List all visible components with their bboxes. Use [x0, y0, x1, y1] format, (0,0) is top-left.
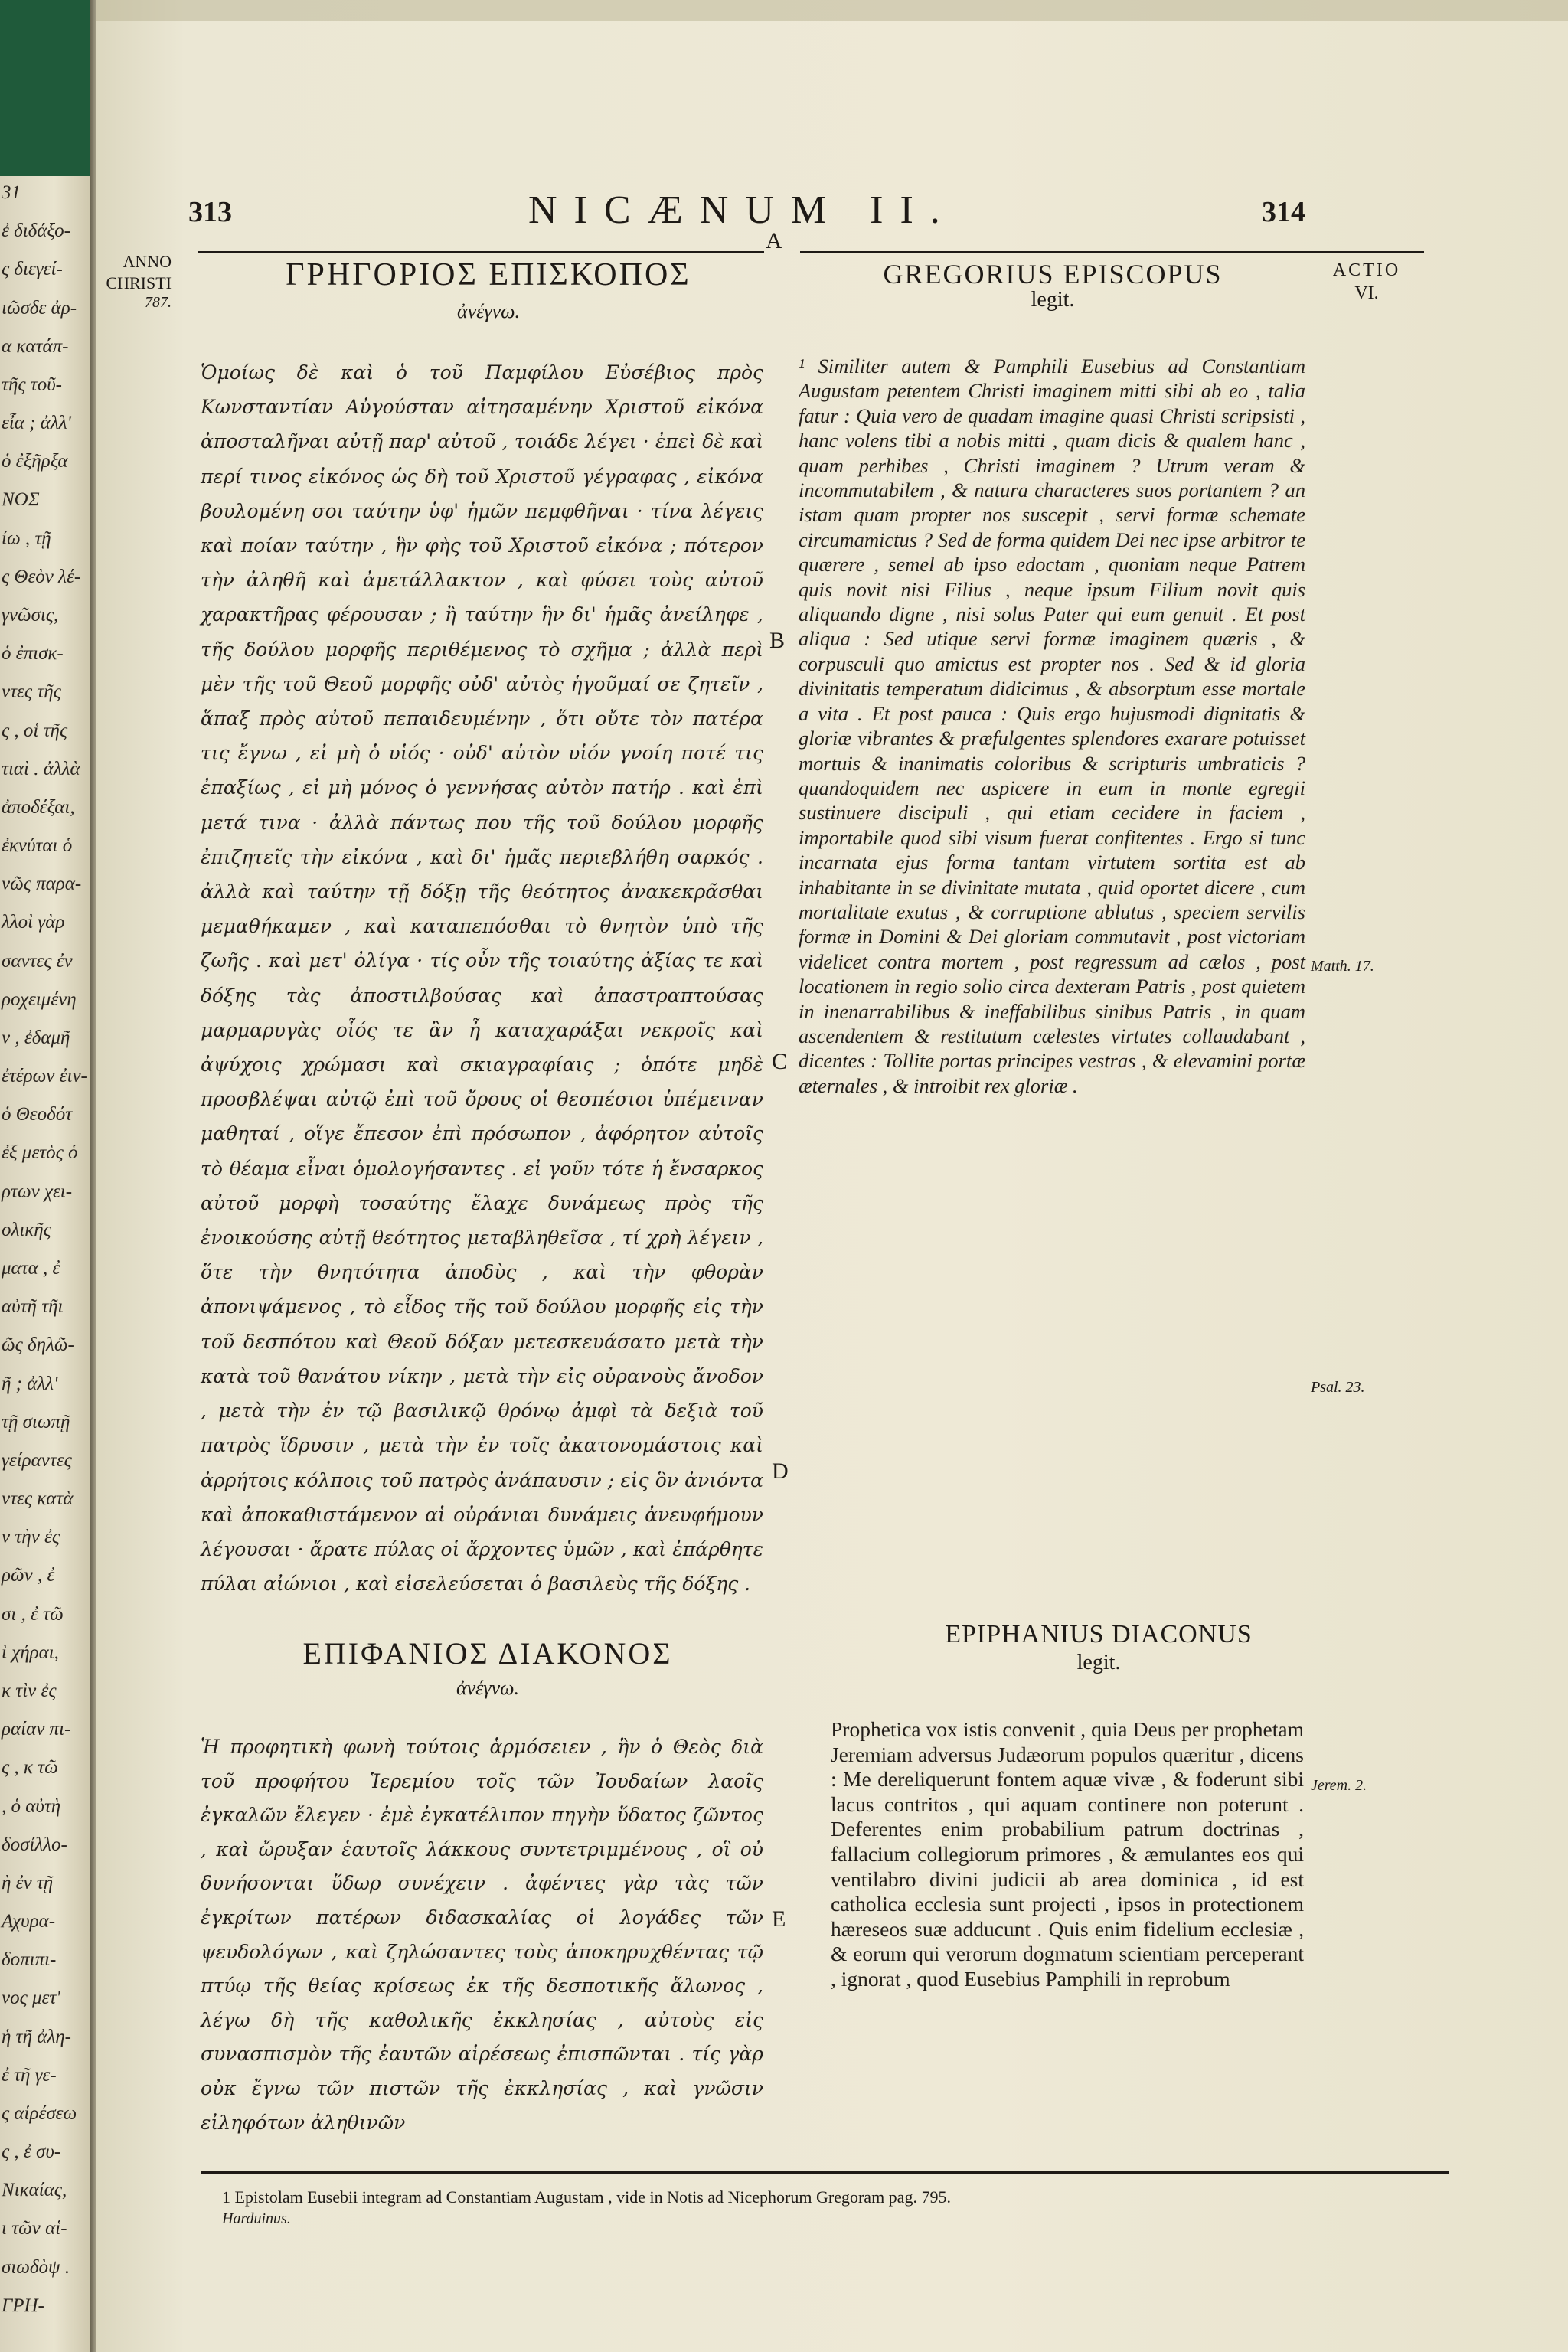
facing-page-line: ραίαν πι- — [2, 1719, 71, 1740]
latin-subheading-gregorius: legit. — [1031, 288, 1075, 312]
facing-page-line: ίω , τῇ — [2, 528, 51, 549]
facing-page-line: ματα , ἐ — [2, 1258, 60, 1279]
actio-marker — [1325, 259, 1409, 305]
facing-page-line: σιωδὸψ . — [2, 2256, 70, 2278]
facing-page-line: ἐκνύται ὁ — [2, 835, 73, 857]
facing-page-line: ς Θεὸν λέ- — [2, 566, 81, 587]
facing-page-line: Αχυρα- — [2, 1911, 56, 1932]
facing-page-line: ἐτέρων ἐιν- — [2, 1066, 87, 1087]
section-mark-c: C — [772, 1049, 788, 1074]
facing-page-line: σι , ἐ τῶ — [2, 1603, 64, 1625]
anno-label: ANNO — [122, 252, 172, 271]
facing-page-line: ι τῶν αἱ- — [2, 2218, 67, 2239]
facing-page-line: λλοὶ γὰρ — [2, 912, 65, 933]
latin-subheading-epiphanius: legit. — [1076, 1651, 1121, 1674]
christi-label: CHRISTI — [106, 273, 172, 292]
facing-page-line: δοπιπι- — [2, 1949, 57, 1971]
facing-page-line: τῆς τοῦ- — [2, 374, 62, 395]
facing-page-line: σαντες ἐν — [2, 950, 73, 972]
header-rule-right — [800, 251, 1424, 253]
facing-page-line: ΝΟΣ — [2, 489, 40, 511]
facing-page-line: ἐξ μετὸς ὁ — [2, 1142, 78, 1164]
anno-christi — [95, 251, 172, 312]
greek-subheading-epiphanius: ἀνέγνω. — [456, 1677, 520, 1699]
facing-page-line: νῶς παρα- — [2, 874, 82, 895]
page-number-right: 314 — [1262, 196, 1305, 228]
running-title: NICÆNUM II. — [528, 188, 957, 232]
greek-text-epiphanius: Ἡ προφητικὴ φωνὴ τούτοις ἁρμόσειεν , ἣν ὁ Θεὸς διὰ τοῦ προφήτου Ἱερεμίου τοῖς τῶν Ἰουδαίων λαοῖς ἐγκαλῶν ἔλεγεν · ἐμὲ ἐγκατέλιπον πηγὴν ὕδατος ζῶντος , καὶ ὤρυξαν ἑαυτοῖς λάκκους συντετριμμένους , οἳ οὐ δυνήσονται ὕδωρ συνέχειν . ἀφέντες γὰρ τὰς τῶν ἐγκρίτων πατέρων διδασκαλίας οἱ λογάδες τῶν ψευδολόγων , καὶ ζηλώσαντες τοὺς ἀποκηρυχθέντας τῷ πτύῳ τῆς θείας κρίσεως ἐκ τῆς δεσποτικῆς ἅλωνος , λέγω δὴ τῆς καθολικῆς ἐκκλησίας , αὐτοὺς εἰς συνασπισμὸν τῆς ἑαυτῶν αἱρέσεως ἐπισπῶνται . τίς γὰρ οὐκ ἔγνω τῶν πιστῶν τῆς ἐκκλησίας , καὶ γνῶσιν εἰληφότων ἀληθινῶν — [201, 1736, 763, 2134]
facing-page-line: ἐ διδάξο- — [2, 220, 70, 242]
facing-page-line: ἐ τῆ γε- — [2, 2064, 57, 2086]
footnote — [222, 2186, 1447, 2230]
greek-text-gregorius: Ὁμοίως δὲ καὶ ὁ τοῦ Παμφίλου Εὐσέβιος πρὸς Κωνσταντίαν Αὐγούσταν αἰτησαμένην Χριστοῦ εἰκόνα ἀποσταλῆναι αὐτῇ παρ' αὐτοῦ , τοιάδε λέγει · ἐπεὶ δὲ καὶ περί τινος εἰκόνος ὡς δὴ τοῦ Χριστοῦ γέγραφας , εἰκόνα βουλομένη σοι ταύτην ὑφ' ἡμῶν πεμφθῆναι · τίνα λέγεις καὶ ποίαν ταύτην , ἣν φὴς τοῦ Χριστοῦ εἰκόνα ; πότερον τὴν ἀληθῆ καὶ ἀμετάλλακτον , καὶ φύσει τοὺς αὐτοῦ χαρακτῆρας φέρουσαν ; ἢ ταύτην ἣν δι' ἡμᾶς ἀνείληφε , τῆς δούλου μορφῆς περιθέμενος τὸ σχῆμα ; ἀλλὰ περὶ μὲν τῆς τοῦ Θεοῦ μορφῆς οὐδ' αὐτὸς ἡγοῦμαί σε ζητεῖν , ἅπαξ πρὸς αὐτοῦ πεπαιδευμένην , ὅτι οὔτε τὸν πατέρα τις ἔγνω , εἰ μὴ ὁ υἱός · οὐδ' αὐτὸν υἱόν γνοίη ποτέ τις ἐπαξίως , εἰ μὴ μόνος ὁ γεννήσας αὐτὸν πατήρ . καὶ ἐπὶ μετά τινα · ἀλλὰ πάντως που τῆς τοῦ δούλου μορφῆς ἐπιζητεῖς τὴν εἰκόνα , καὶ δι' ἡμᾶς περιεβλήθη σαρκός . ἀλλὰ καὶ ταύτην τῇ δόξῃ τῆς θεότητος ἀνακεκρᾶσθαι μεμαθήκαμεν , καὶ καταπεπόσθαι τὸ θνητὸν ὑπὸ τῆς ζωῆς . καὶ μετ' ὀλίγα · τίς οὖν τῆς τοιαύτης ἀξίας τε καὶ δόξης τὰς ἀποστιλβούσας καὶ ἀπαστραπτούσας μαρμαρυγὰς οἷός τε ἂν ἦ καταχαράξαι νεκροῖς καὶ ἀψύχοις χρώμασι καὶ σκιαγραφίαις ; ὁπότε μηδὲ προσβλέψαι αὐτῷ ἐπὶ τοῦ ὄρους οἱ θεσπέσιοι ὑπέμειναν μαθηταί , οἵγε ἔπεσον ἐπὶ πρόσωπον , ἀφόρητον αὐτοῖς τὸ θέαμα εἶναι ὁμολογήσαντες . εἰ γοῦν τότε ἡ ἔνσαρκος αὐτοῦ μορφὴ τοσαύτης ἔλαχε δυνάμεως πρὸς τῆς ἐνοικούσης αὐτῇ θεότητος μεταβληθεῖσα , τί χρὴ λέγειν , ὅτε τὴν θνητότητα ἀποδὺς , καὶ τὴν φθορὰν ἀπονιψάμενος , τὸ εἶδος τῆς τοῦ δούλου μορφῆς εἰς τὴν τοῦ δεσπότου καὶ Θεοῦ δόξαν μετεσκευάσατο μετὰ τὴν κατὰ τοῦ θανάτου νίκην , μετὰ τὴν εἰς οὐρανοὺς ἄνοδον , μετὰ τὴν ἐν τῷ βασιλικῷ θρόνῳ ἀμφὶ τὰ δεξιὰ τοῦ πατρὸς ἵδρυσιν , μετὰ τὴν ἐν τοῖς ἀκατονομάστοις καὶ ἀρρήτοις κόλποις τοῦ πατρὸς ἀνάπαυσιν ; εἰς ὃν ἀνιόντα καὶ ἀποκαθιστάμενον αἱ οὐράνιαι δυνάμεις ἀνευφήμουν λέγουσαι · ἄρατε πύλας οἱ ἄρχοντες ὑμῶν , καὶ ἐπάρθητε πύλαι αἰώνιοι , καὶ εἰσελεύσεται ὁ βασιλεὺς τῆς δόξης . — [201, 361, 763, 1596]
latin-text-epiphanius: Prophetica vox istis convenit , quia Deus per prophetam Jeremiam adversus Judæorum populos quæritur , dicens : Me dereliquerunt fontem aquæ vivæ , & foderunt sibi lacus contritos , qui aquam continere non poterunt . Deferentes enim probabilium patrum doctrinas , fallacium collegiorum primores , & æmulantes eos qui ventilabro divini judicii ab area dominica , id est catholica ecclesia sunt projecti , ipsos in protectionem hæreseos suæ adducunt . Quis enim fidelium ecclesiæ , & eorum qui verorum dogmatum scientiam perceperant , ignorat , quod Eusebius Pamphili in reprobum — [831, 1717, 1304, 1991]
facing-page-line: γνῶσις, — [2, 604, 59, 626]
facing-page-line: ρτων χει- — [2, 1181, 73, 1202]
latin-heading-epiphanius: EPIPHANIUS DIACONUS — [945, 1620, 1253, 1648]
greek-subheading-gregorius: ἀνέγνω. — [456, 300, 521, 322]
facing-page-line: ς αἱρέσεω — [2, 2102, 77, 2124]
greek-heading-gregorius: ΓΡΗΓΟΡΙΟΣ ΕΠΙΣΚΟΠΟΣ — [286, 257, 691, 292]
facing-page-line: ν , ἐδαμῆ — [2, 1027, 70, 1048]
facing-page-line: Νικαίας, — [2, 2180, 67, 2201]
section-mark-d: D — [772, 1459, 789, 1484]
facing-page-line: ς διεγεί- — [2, 259, 63, 280]
facing-page-line: ιῶσδε ἀρ- — [2, 297, 77, 318]
facing-page-fragment — [0, 176, 90, 2352]
footnote-text: 1 Epistolam Eusebii integram ad Constantiam Augustam , vide in Notis ad Nicephorum Gregoram pag. 795. — [222, 2187, 951, 2207]
facing-page-line: αὐτῆ τῆι — [2, 1296, 64, 1318]
footnote-author: Harduinus. — [222, 2210, 291, 2227]
header-rule-left — [198, 251, 764, 253]
facing-page-line: τῇ σιωπῇ — [2, 1411, 70, 1432]
facing-page-line: εἶα ; ἀλλ' — [2, 413, 71, 434]
actio-label: ACTIO — [1332, 260, 1401, 280]
actio-number: VI. — [1354, 283, 1379, 303]
facing-page-line: 31 — [2, 182, 21, 203]
facing-page-line: κ τὶν ἐς — [2, 1680, 57, 1701]
facing-page-line: ὁ ἐπισκ- — [2, 643, 64, 665]
facing-page-line: ὶ χήραι, — [2, 1642, 59, 1663]
latin-text-gregorius: ¹ Similiter autem & Pamphili Eusebius ad Constantiam Augustam petentem Christi imaginem mitti sibi ab eo , talia fatur : Quia vero de quadam imagine quasi Christi scripsisti , hanc volens tibi a nobis mitti , quam dicis & qualem hanc , quam perhibes , Christi imaginem ? Utrum veram & incommutabilem , & natura characteres suos portantem ? an istam quam propter nos suscepit , servi formæ schemate circumamictus ? Sed de forma quidem Dei nec ipse arbitror te quærere , semel ab ipso edoctam , quoniam neque Patrem quis novit nisi Filius , neque ipsum Filium novit quis aliquando digne , nisi solus Pater qui eum genuit . Et post aliqua : Sed utique servi formæ imaginem quæris , & corpusculi quo amictus est propter nos . Sed & id gloria divinitatis temperatum didicimus , & absorptum esse mortale a vita . Et post pauca : Quis ergo hujusmodi dignitatis & gloriæ vibrantes & præfulgentes splendores exarare potuisset mortuis & inanimatis coloribus & scripturis umbraticis ? quandoquidem nec aspicere in eum in monte egregii sustinuere discipuli , qui etiam cecidere in faciem , importabile quod sibi visum fuerat confitentes . Ergo si tunc incarnata ejus forma tantam virtutem sortita est ab inhabitante in se divinitate mutata , quid oportet dicere , cum mortalitate exutus , & corruptione ablutus , speciem servilis formæ in Domini & Dei gloriam commutavit , post victoriam videlicet contra mortem , post regressum ad cælos , post locationem in regio solio circa dexteram Patris , post quietem in inenarrabilibus & ineffabilibus sinibus Patris , in quam ascendentem & restitutum cælestes virtutes collaudabant , dicentes : Tollite portas principes vestras , & elevamini portæ æternales , & introibit rex gloriæ . — [799, 354, 1305, 1097]
facing-page-line: α κατάπ- — [2, 335, 69, 357]
section-mark-b: B — [769, 628, 786, 653]
facing-page-line: ντες κατὰ — [2, 1488, 74, 1510]
facing-page-line: ΓΡΗ- — [2, 2295, 44, 2316]
margin-ref-matthew: Matth. 17. — [1311, 958, 1374, 975]
page-number-left: 313 — [188, 196, 232, 228]
greek-heading-epiphanius: ΕΠΙΦΑΝΙΟΣ ΔΙΑΚΟΝΟΣ — [302, 1636, 673, 1671]
latin-heading-gregorius: GREGORIUS EPISCOPUS — [883, 259, 1223, 289]
facing-page-line: ῆ ; ἀλλ' — [2, 1373, 58, 1394]
facing-page-line: , ὁ αὐτὴ — [2, 1795, 61, 1817]
facing-page-line: δοσίλλο- — [2, 1834, 67, 1855]
facing-page-line: ολικῆς — [2, 1219, 51, 1240]
footnote-rule — [201, 2171, 1449, 2174]
facing-page-line: ῶς δηλῶ- — [2, 1334, 74, 1356]
facing-page-line: ὴ ἐν τῇ — [2, 1872, 54, 1893]
facing-page-line: ν τὴν ἐς — [2, 1527, 60, 1548]
margin-ref-jeremiah: Jerem. 2. — [1311, 1777, 1367, 1794]
facing-page-line: ροχειμένη — [2, 988, 77, 1010]
facing-page-line: νος μετ' — [2, 1988, 60, 2009]
facing-page-line: τιαὶ . ἀλλὰ — [2, 758, 80, 779]
facing-page-line: ὁ ἐξῆρξα — [2, 451, 68, 472]
facing-page-line: γείραντες — [2, 1449, 72, 1471]
year-label: 787. — [145, 294, 172, 311]
section-mark-a: A — [766, 228, 782, 253]
facing-page-line: ς , ἐ συ- — [2, 2141, 61, 2163]
facing-page-line: ς , κ τῶ — [2, 1757, 58, 1779]
facing-page-line: ρῶν , ἐ — [2, 1565, 55, 1586]
page-top-edge — [96, 0, 1568, 21]
facing-page-line: ἀποδέξαι, — [2, 796, 75, 818]
section-mark-e: E — [772, 1906, 786, 1932]
margin-ref-psalm: Psal. 23. — [1311, 1379, 1365, 1396]
facing-page-line: ς , οἱ τῆς — [2, 720, 68, 741]
facing-page-line: ὁ Θεοδότ — [2, 1104, 73, 1125]
facing-page-line: ἡ τῆ ἀλη- — [2, 2026, 71, 2047]
facing-page-line: ντες τῆς — [2, 681, 61, 703]
